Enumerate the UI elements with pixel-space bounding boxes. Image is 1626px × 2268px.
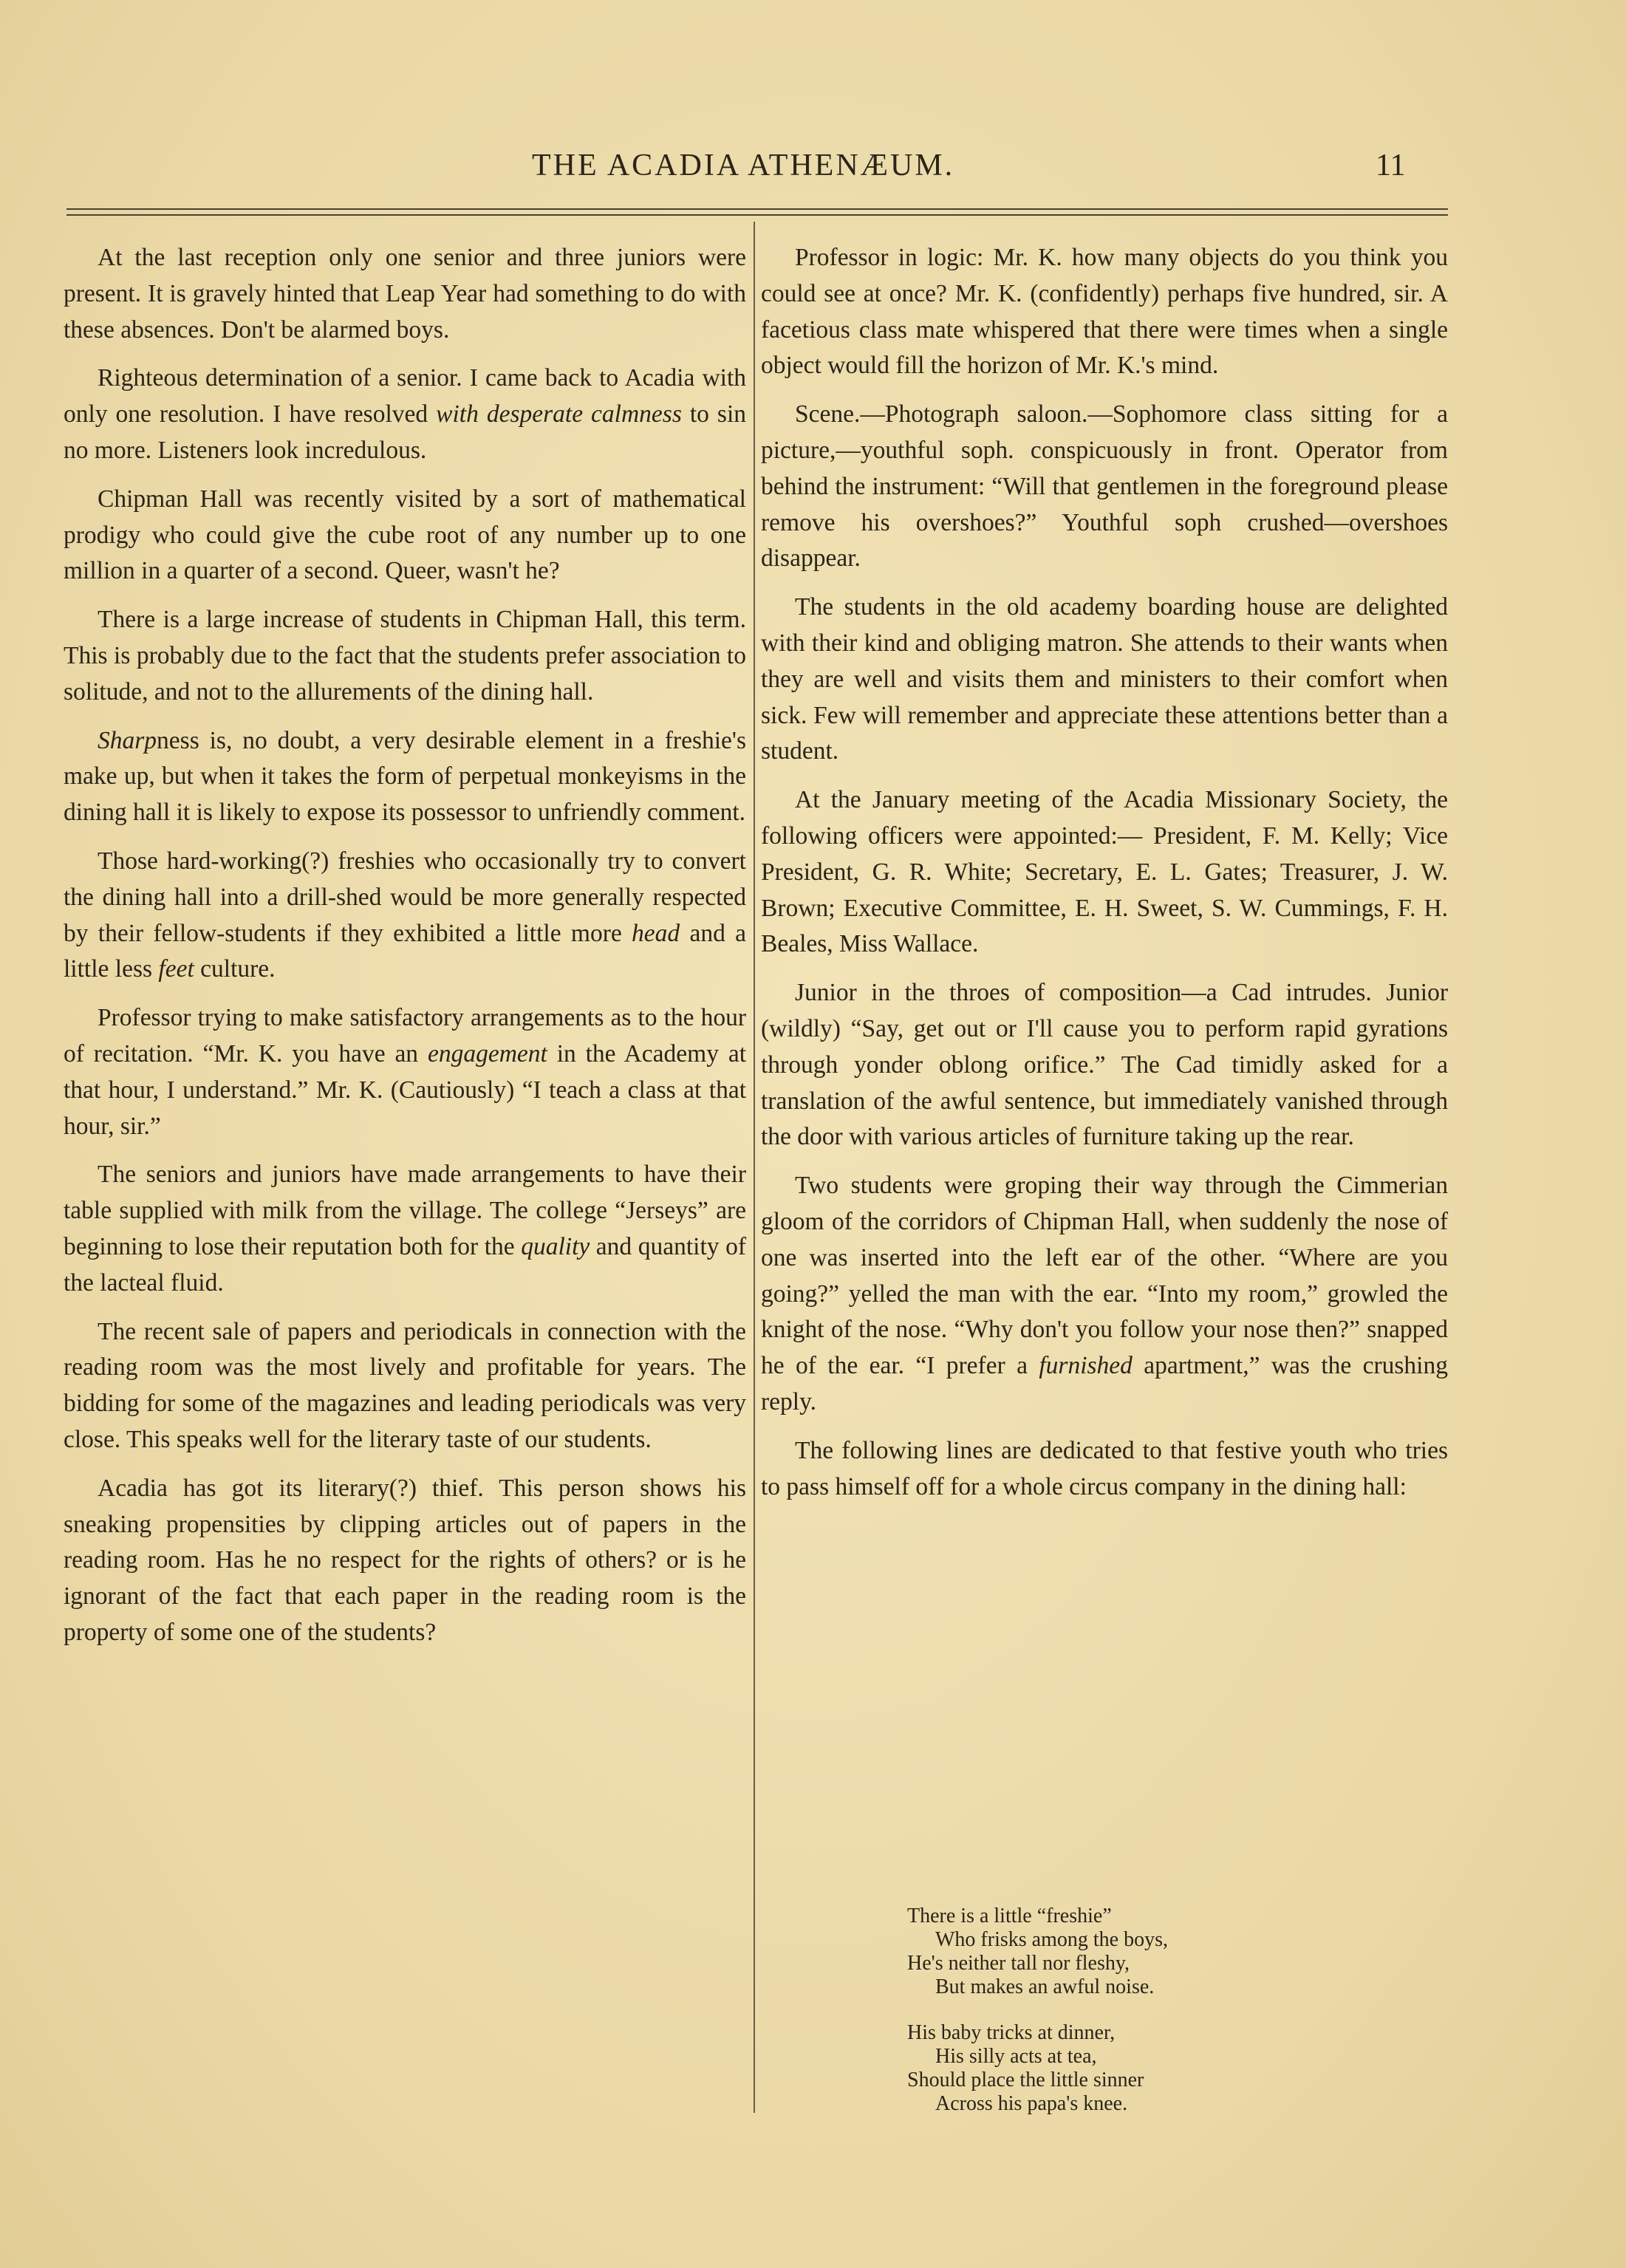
paragraph xyxy=(761,240,1448,384)
paragraph-text: Two students were groping their way through the Cimmerian gloom of the corridors of Chipman Hall, when suddenly the nose of one was inserted into the left ear of the other. “Where are you going?” yelled the man with the ear. “Into my room,” growled the knight of the nose. “Why don't you follow your nose then?” snapped he of the ear. “I prefer a xyxy=(761,1172,1448,1380)
paragraph xyxy=(761,1433,1448,1506)
italic-text: quality xyxy=(521,1232,590,1260)
italic-text: head xyxy=(632,919,680,947)
paragraph-text: Scene.—Photograph saloon.—Sophomore class sitting for a picture,—youthful soph. conspicuously in front. Operator from behind the instrument: “Will that gentlemen in the foreground please remove his overshoes?” Youthful soph crushed—overshoes disappear. xyxy=(761,400,1448,573)
journal-title: THE ACADIA ATHENÆUM. xyxy=(532,148,955,182)
paragraph xyxy=(64,1000,746,1144)
paragraph-text: to sin no more. Listeners look incredulous. xyxy=(64,400,747,464)
poem-line: His silly acts at tea, xyxy=(935,2045,1097,2068)
paragraph-text: Chipman Hall was recently visited by a sort of mathematical prodigy who could give the cube root of any number up to one million in a quarter of a second. Queer, wasn't he? xyxy=(64,485,746,585)
paragraph-text: At the last reception only one senior and three juniors were present. It is gravely hinted that Leap Year had something to do with these absences. Don't be alarmed boys. xyxy=(64,244,746,344)
paragraph xyxy=(64,844,746,988)
paragraph xyxy=(64,723,746,831)
poem-line: Should place the little sinner xyxy=(907,2069,1144,2091)
right-column xyxy=(761,240,1448,1517)
poem-line: He's neither tall nor fleshy, xyxy=(907,1952,1130,1975)
italic-text: with desperate calmness xyxy=(436,400,682,428)
italic-text: engagement xyxy=(427,1039,547,1068)
paragraph-text: The seniors and juniors have made arrangements to have their table supplied with milk from the village. The college “Jerseys” are beginning to lose their reputation both for the xyxy=(64,1161,746,1260)
paragraph xyxy=(64,1157,746,1301)
header-rule-bottom xyxy=(66,214,1448,216)
poem-line: Who frisks among the boys, xyxy=(935,1928,1168,1951)
paragraph-text: There is a large increase of students in Chipman Hall, this term. This is probably due to the fact that the students prefer association to solitude, and not to the allurements of the dining hall. xyxy=(64,606,746,706)
paragraph-text: Junior in the throes of composition—a Cad intrudes. Junior (wildly) “Say, get out or I'll cause you to perform rapid gyrations through yonder oblong orifice.” The Cad timidly asked for a translation of the awful sentence, but immediately vanished through the door with various articles of furniture taking up the rear. xyxy=(761,979,1448,1151)
italic-text: furnished xyxy=(1039,1352,1133,1380)
paragraph-text: Acadia has got its literary(?) thief. This person shows his sneaking propensities by clipping articles out of papers in the reading room. Has he no respect for the rights of others? or is he ignorant of the fact that each paper in the reading room is the property of some one of the students? xyxy=(64,1474,746,1646)
poem-line: His baby tricks at dinner, xyxy=(907,2021,1116,2044)
header-rule-top xyxy=(66,208,1448,210)
page-number: 11 xyxy=(1376,148,1406,182)
paragraph-text: in the Academy at that hour, I understand.” Mr. K. (Cautiously) “I teach a class at that hour, sir.” xyxy=(64,1039,746,1140)
paragraph-text: culture. xyxy=(194,955,276,983)
paragraph-text: Those hard-working(?) freshies who occasionally try to convert the dining hall into a drill-shed would be more generally respected by their fellow-students if they exhibited a little more xyxy=(64,847,746,947)
paragraph xyxy=(64,482,746,590)
paragraph-text: The students in the old academy boarding house are delighted with their kind and obliging matron. She attends to their wants when they are well and visits them and ministers to their comfort when sick. Few will remember and appreciate these attentions better than a student. xyxy=(761,593,1448,765)
paragraph xyxy=(761,975,1448,1155)
paragraph-text: and a little less xyxy=(64,919,746,983)
italic-text: feet xyxy=(158,955,194,983)
paragraph-text: ness is, no doubt, a very desirable element in a freshie's make up, but when it takes the form of perpetual monkeyisms in the dining hall it is likely to expose its possessor to unfriendly comment. xyxy=(64,726,746,827)
poem-line: But makes an awful noise. xyxy=(935,1975,1155,1998)
poem-line: There is a little “freshie” xyxy=(907,1905,1112,1927)
paragraph-text: apartment,” was the crushing reply. xyxy=(761,1352,1448,1415)
paragraph xyxy=(761,397,1448,577)
poem-stanza xyxy=(907,2021,1168,2116)
left-column xyxy=(64,240,746,1664)
paragraph-text: The recent sale of papers and periodicals in connection with the reading room was the most lively and profitable for years. The bidding for some of the magazines and leading periodicals was very close. This speaks well for the literary taste of our students. xyxy=(64,1317,746,1453)
paragraph-text: At the January meeting of the Acadia Missionary Society, the following officers were appointed:— President, F. M. Kelly; Vice President, G. R. White; Secretary, E. L. Gates; Treasurer, J. W. Brown; Executive Committee, E. H. Sweet, S. W. Cummings, F. H. Beales, Miss Wallace. xyxy=(761,786,1448,958)
page-header xyxy=(0,148,1626,192)
paragraph xyxy=(64,1471,746,1651)
italic-text: Sharp xyxy=(98,726,157,754)
paragraph-text: Professor in logic: Mr. K. how many objects do you think you could see at once? Mr. K. (confidently) perhaps five hundred, sir. A facetious class mate whispered that there were times when a single object would fill the horizon of Mr. K.'s mind. xyxy=(761,244,1448,380)
paragraph xyxy=(64,240,746,348)
paragraph xyxy=(761,782,1448,963)
paragraph xyxy=(64,1314,746,1458)
paragraph-text: Righteous determination of a senior. I came back to Acadia with only one resolution. I have resolved xyxy=(64,364,746,428)
paragraph-text: and quantity of the lacteal fluid. xyxy=(64,1232,746,1297)
poem xyxy=(907,1905,1168,2138)
paragraph xyxy=(761,1168,1448,1421)
paragraph-text: Professor trying to make satisfactory arrangements as to the hour of recitation. “Mr. K. you have an xyxy=(64,1004,746,1068)
paragraph-text: The following lines are dedicated to that festive youth who tries to pass himself off for a whole circus company in the dining hall: xyxy=(761,1436,1448,1500)
paragraph xyxy=(761,590,1448,770)
paragraph xyxy=(64,361,746,468)
poem-line: Across his papa's knee. xyxy=(935,2092,1128,2115)
paragraph xyxy=(64,602,746,710)
column-divider xyxy=(754,222,755,2113)
poem-stanza xyxy=(907,1905,1168,1999)
